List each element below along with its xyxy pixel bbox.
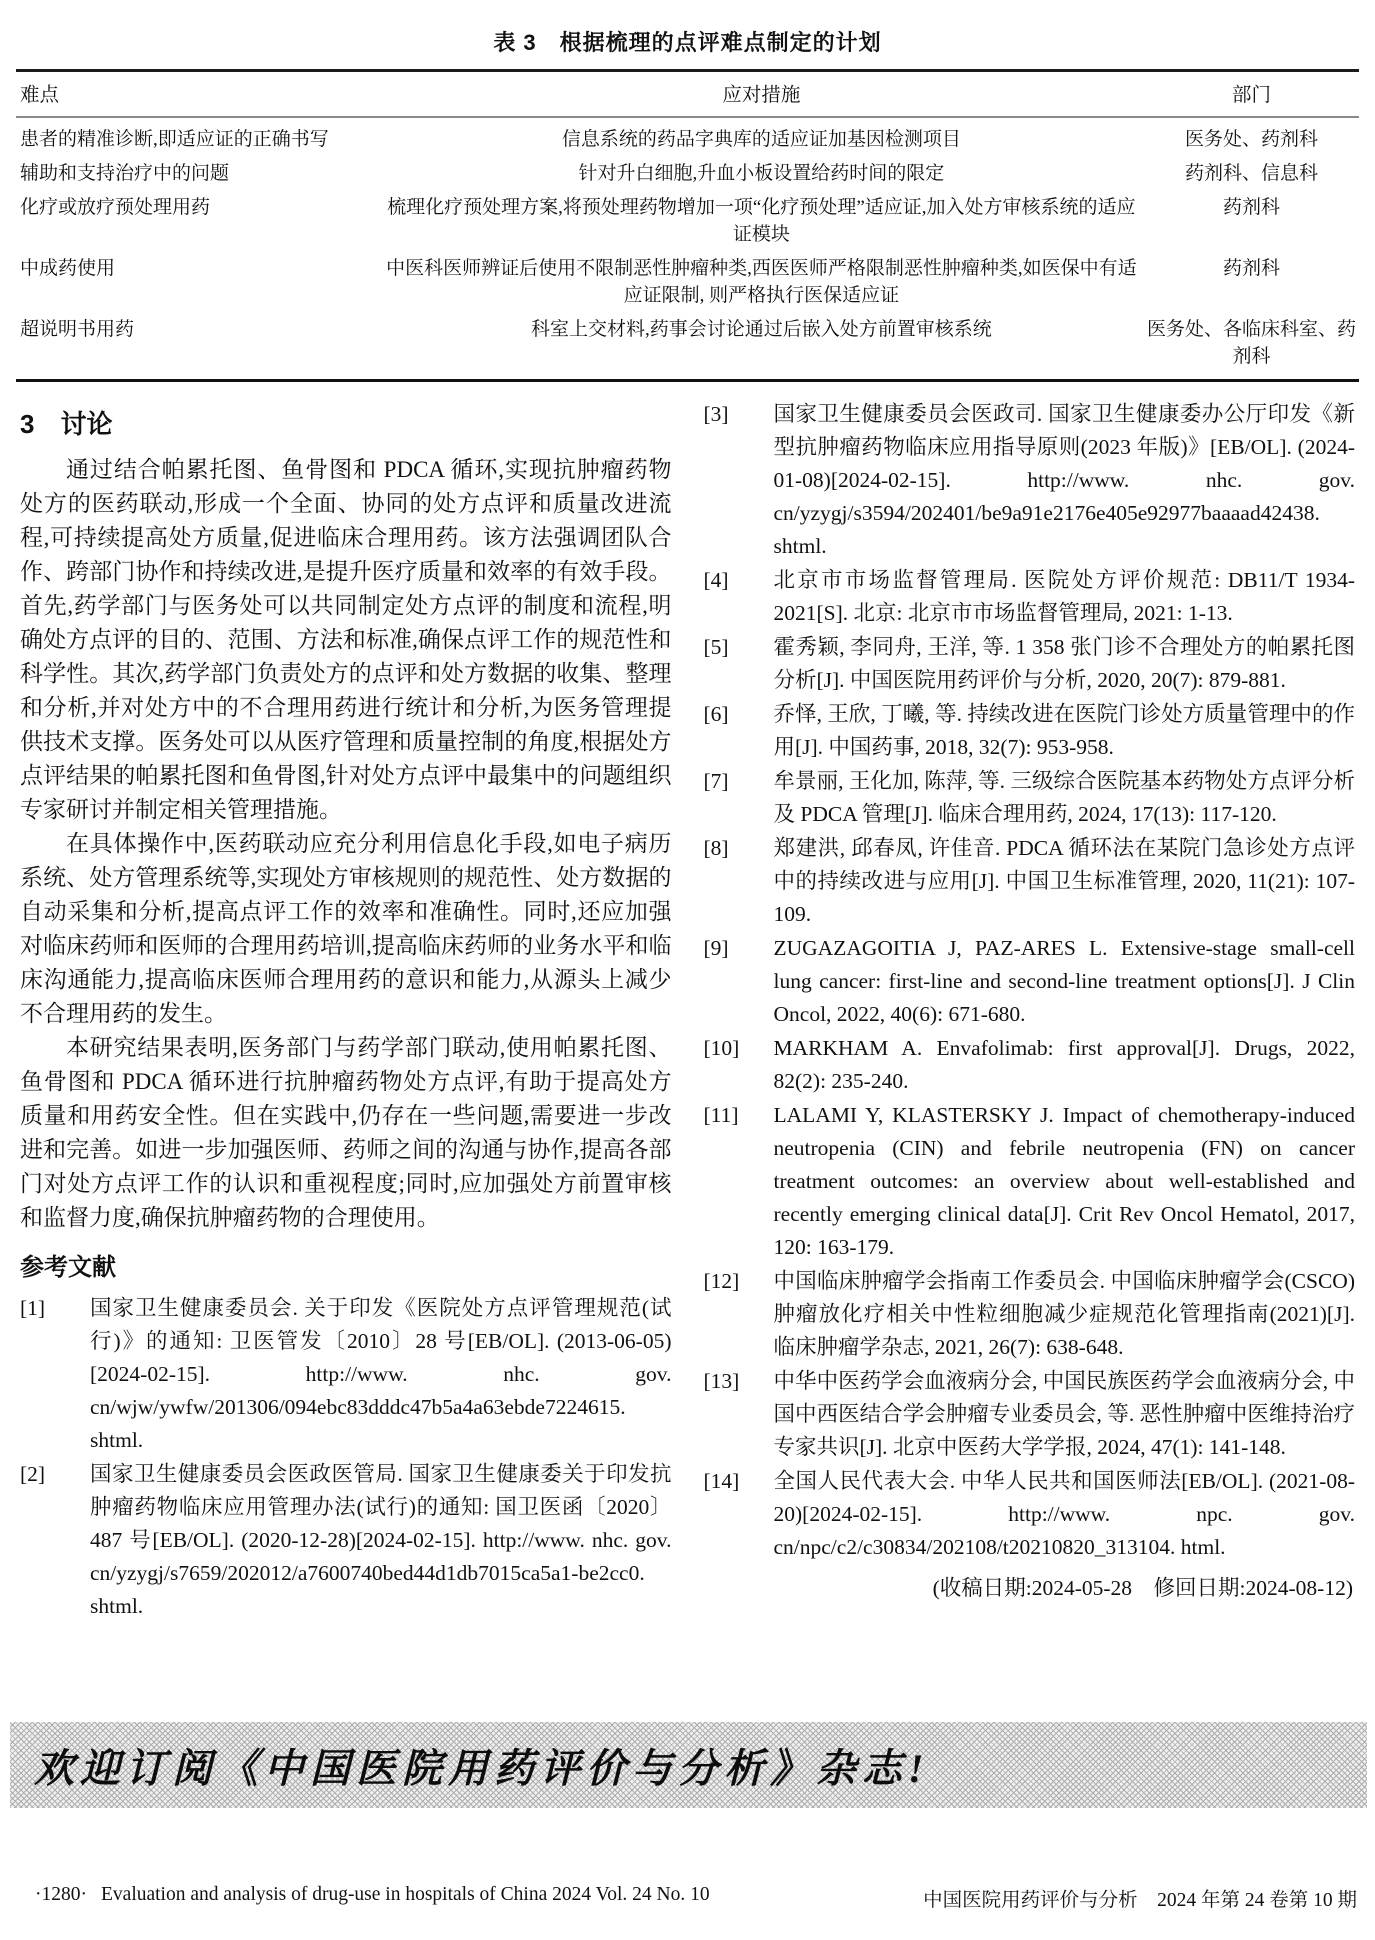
reference-item <box>20 1458 672 1623</box>
reference-text: 国家卫生健康委员会医政医管局. 国家卫生健康委关于印发抗肿瘤药物临床应用管理办法(试行)的通知: 国卫医函〔2020〕487 号[EB/OL]. (2020-12-28)[2024-02-15]. http://www. nhc. gov. cn/yzygj/s7659/202012/a7600740bed44d1db7015ca5a1-be2cc0. shtml. <box>90 1462 672 1618</box>
section-title: 讨论 <box>60 409 113 439</box>
reference-text: ZUGAZAGOITIA J, PAZ-ARES L. Extensive-stage small-cell lung cancer: first-line and second-line treatment options[J]. J Clin Oncol, 2022, 40(6): 671-680. <box>773 936 1355 1026</box>
cell-measure: 信息系统的药品字典库的适应证加基因检测项目 <box>561 129 961 150</box>
reference-label: [1] <box>20 1296 46 1320</box>
journal-info-cn: 中国医院用药评价与分析 2024 年第 24 卷第 10 期 <box>923 1890 1357 1911</box>
cell-difficulty: 患者的精准诊断,即适应证的正确书写 <box>20 129 329 150</box>
reference-item <box>704 698 1356 764</box>
reference-item <box>704 1465 1356 1564</box>
table3-title: 表 3 根据梳理的点评难点制定的计划 <box>493 30 882 55</box>
reference-item <box>704 564 1356 630</box>
discussion-paragraph: 在具体操作中,医药联动应充分利用信息化手段,如电子病历系统、处方管理系统等,实现处方审核规则的规范性、处方数据的自动采集和分析,提高点评工作的效率和准确性。同时,还应加强对临床药师和医师的合理用药培训,提高临床药师的业务水平和临床沟通能力,提高临床医师合理用药的意识和能力,从源头上减少不合理用药的发生。 <box>20 831 672 1026</box>
table3-header-department: 部门 <box>1144 71 1359 118</box>
reference-label: [6] <box>703 702 729 726</box>
reference-label: [12] <box>703 1269 740 1293</box>
reference-label: [13] <box>703 1369 740 1393</box>
cell-department: 医务处、药剂科 <box>1185 129 1319 150</box>
subscription-banner-text: 欢迎订阅《中国医院用药评价与分析》杂志! <box>34 1745 930 1791</box>
reference-item <box>704 1032 1356 1098</box>
reference-text: 郑建洪, 邱春凤, 许佳音. PDCA 循环法在某院门急诊处方点评中的持续改进与应用[J]. 中国卫生标准管理, 2020, 11(21): 107-109. <box>773 836 1355 926</box>
table-row <box>16 252 1359 313</box>
journal-info-en: Evaluation and analysis of drug-use in hospitals of China 2024 Vol. 24 No. 10 <box>101 1884 710 1905</box>
table3-block <box>16 26 1359 382</box>
reference-label: [10] <box>703 1036 740 1060</box>
right-column <box>704 398 1356 1790</box>
reference-label: [9] <box>703 936 729 960</box>
reference-text: MARKHAM A. Envafolimab: first approval[J]. Drugs, 2022, 82(2): 235-240. <box>773 1036 1355 1093</box>
cell-difficulty: 超说明书用药 <box>20 319 135 340</box>
section-heading-discussion <box>20 404 672 441</box>
reference-text: 乔怿, 王欣, 丁曦, 等. 持续改进在医院门诊处方质量管理中的作用[J]. 中国药事, 2018, 32(7): 953-958. <box>773 702 1355 759</box>
reference-text: 中国临床肿瘤学会指南工作委员会. 中国临床肿瘤学会(CSCO)肿瘤放化疗相关中性粒细胞减少症规范化管理指南(2021)[J]. 临床肿瘤学杂志, 2021, 26(7): 638-648. <box>773 1269 1355 1359</box>
discussion-paragraph: 本研究结果表明,医务部门与药学部门联动,使用帕累托图、鱼骨图和 PDCA 循环进行抗肿瘤药物处方点评,有助于提高处方质量和用药安全性。但在实践中,仍存在一些问题,需要进一步改进和完善。如进一步加强医师、药师之间的沟通与协作,提高各部门对处方点评工作的认识和重视程度;同时,应加强处方前置审核和监督力度,确保抗肿瘤药物的合理使用。 <box>20 1035 672 1230</box>
section-number: 3 <box>20 409 35 439</box>
cell-difficulty: 中成药使用 <box>20 258 116 279</box>
footer-left <box>35 1884 710 1912</box>
reference-label: [2] <box>20 1462 46 1486</box>
page-number: ·1280· <box>35 1884 87 1905</box>
reference-label: [5] <box>703 635 729 659</box>
table-row <box>16 313 1359 381</box>
reference-text: 牟景丽, 王化加, 陈萍, 等. 三级综合医院基本药物处方点评分析及 PDCA 管理[J]. 临床合理用药, 2024, 17(13): 117-120. <box>773 769 1355 826</box>
cell-department: 药剂科 <box>1223 197 1281 218</box>
reference-label: [11] <box>703 1103 739 1127</box>
subscription-banner <box>10 1722 1367 1808</box>
reference-item <box>704 832 1356 931</box>
reference-text: 全国人民代表大会. 中华人民共和国医师法[EB/OL]. (2021-08-20)[2024-02-15]. http://www. npc. gov. cn/npc/c2/c30834/202108/t20210820_313104. html. <box>773 1469 1355 1559</box>
cell-measure: 梳理化疗预处理方案,将预处理药物增加一项“化疗预处理”适应证,加入处方审核系统的适应证模块 <box>387 197 1136 245</box>
reference-item <box>20 1292 672 1457</box>
reference-text: 中华中医药学会血液病分会, 中国民族医药学会血液病分会, 中国中西医结合学会肿瘤专业委员会, 等. 恶性肿瘤中医维持治疗专家共识[J]. 北京中医药大学学报, 2024, 47(1): 141-148. <box>773 1369 1355 1459</box>
reference-item <box>704 932 1356 1031</box>
references-heading: 参考文献 <box>20 1254 116 1281</box>
reference-item <box>704 631 1356 697</box>
reference-item <box>704 1099 1356 1264</box>
reference-label: [4] <box>703 568 729 592</box>
reference-item <box>704 398 1356 563</box>
page-footer <box>35 1884 1357 1912</box>
reference-text: LALAMI Y, KLASTERSKY J. Impact of chemotherapy-induced neutropenia (CIN) and febrile neutropenia (FN) on cancer treatment outcomes: an overview about well-established and recently emerging clinical data[J]. Crit Rev Oncol Hematol, 2017, 120: 163-179. <box>773 1103 1355 1259</box>
reference-text: 霍秀颖, 李同舟, 王洋, 等. 1 358 张门诊不合理处方的帕累托图分析[J]. 中国医院用药评价与分析, 2020, 20(7): 879-881. <box>773 635 1355 692</box>
table3-header-measure: 应对措施 <box>379 71 1145 118</box>
reference-label: [8] <box>703 836 729 860</box>
cell-department: 药剂科 <box>1223 258 1281 279</box>
cell-department: 药剂科、信息科 <box>1185 163 1319 184</box>
table-row <box>16 191 1359 252</box>
reference-item <box>704 1365 1356 1464</box>
reference-label: [3] <box>703 402 729 426</box>
reference-item <box>704 765 1356 831</box>
table-row <box>16 117 1359 157</box>
cell-measure: 中医科医师辨证后使用不限制恶性肿瘤种类,西医医师严格限制恶性肿瘤种类,如医保中有适应证限制, 则严格执行医保适应证 <box>386 258 1137 306</box>
reference-text: 北京市市场监督管理局. 医院处方评价规范: DB11/T 1934-2021[S]. 北京: 北京市市场监督管理局, 2021: 1-13. <box>773 568 1355 625</box>
body-columns <box>20 398 1355 1790</box>
received-revised-dates: (收稿日期:2024-05-28 修回日期:2024-08-12) <box>932 1576 1353 1600</box>
cell-measure: 科室上交材料,药事会讨论通过后嵌入处方前置审核系统 <box>530 319 992 340</box>
table3-header-row <box>16 71 1359 118</box>
table3-header-difficulty: 难点 <box>16 71 379 118</box>
discussion-paragraph: 通过结合帕累托图、鱼骨图和 PDCA 循环,实现抗肿瘤药物处方的医药联动,形成一个全面、协同的处方点评和质量改进流程,可持续提高处方质量,促进临床合理用药。该方法强调团队合作、跨部门协作和持续改进,是提升医疗质量和效率的有效手段。首先,药学部门与医务处可以共同制定处方点评的制度和流程,明确处方点评的目的、范围、方法和标准,确保点评工作的规范性和科学性。其次,药学部门负责处方的点评和处方数据的收集、整理和分析,并对处方中的不合理用药进行统计和分析,为医务管理提供技术支撑。医务处可以从医疗管理和质量控制的角度,根据处方点评结果的帕累托图和鱼骨图,针对处方点评中最集中的问题组织专家研讨并制定相关管理措施。 <box>20 457 672 822</box>
cell-department: 医务处、各临床科室、药剂科 <box>1147 319 1357 367</box>
reference-text: 国家卫生健康委员会医政司. 国家卫生健康委办公厅印发《新型抗肿瘤药物临床应用指导原则(2023 年版)》[EB/OL]. (2024-01-08)[2024-02-15]. http://www. nhc. gov. cn/yzygj/s3594/202401/be9a91e2176e405e92977baaaad42438. shtml. <box>773 402 1355 558</box>
table-row <box>16 157 1359 191</box>
table3 <box>16 69 1359 382</box>
reference-text: 国家卫生健康委员会. 关于印发《医院处方点评管理规范(试行)》的通知: 卫医管发〔2010〕28 号[EB/OL]. (2013-06-05)[2024-02-15]. http://www. nhc. gov. cn/wjw/ywfw/201306/094ebc83dddc47b5a4a63ebde7224615. shtml. <box>90 1296 672 1452</box>
reference-label: [7] <box>703 769 729 793</box>
cell-difficulty: 化疗或放疗预处理用药 <box>20 197 211 218</box>
reference-label: [14] <box>703 1469 740 1493</box>
cell-measure: 针对升白细胞,升血小板设置给药时间的限定 <box>578 163 945 184</box>
reference-item <box>704 1265 1356 1364</box>
left-column <box>20 398 672 1790</box>
cell-difficulty: 辅助和支持治疗中的问题 <box>20 163 230 184</box>
